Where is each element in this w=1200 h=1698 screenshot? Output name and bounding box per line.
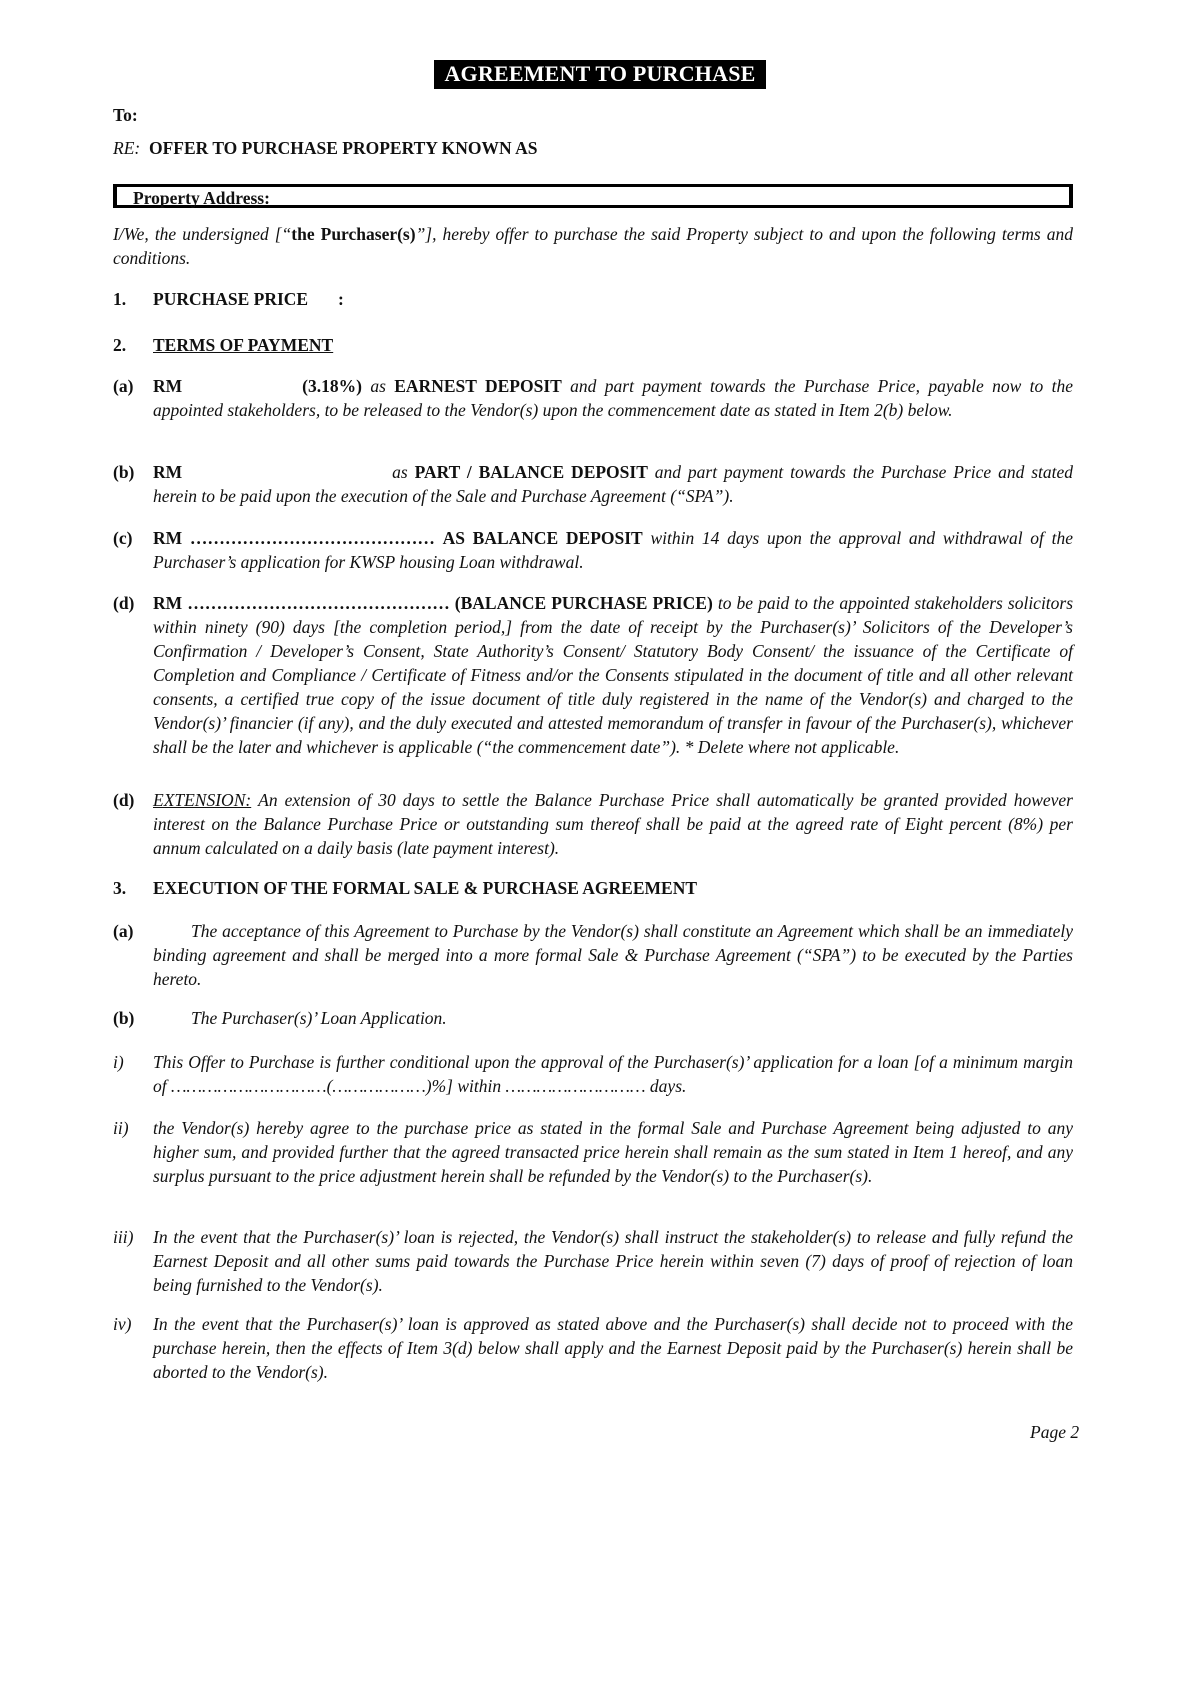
item-2b-body: and part payment towards the Purchase Price and stated herein to be paid upon the execution of the Sale and Purchase Agreement (“SPA”).	[153, 462, 1073, 506]
item-2a-as: as	[370, 376, 386, 396]
re-label: RE:	[113, 138, 141, 158]
item-2b-text	[153, 460, 1073, 508]
item-2b-marker: (b)	[113, 462, 135, 482]
item-2b-rm: RM	[153, 462, 183, 482]
item-2d-dots: ………………………………………	[187, 593, 450, 613]
item-2a-label: EARNEST DEPOSIT	[394, 376, 562, 396]
item-iii-marker: iii)	[113, 1227, 134, 1247]
section1-colon: :	[338, 289, 344, 309]
item-2c-text	[153, 526, 1073, 574]
section3-number: 3.	[113, 878, 127, 898]
item-2d-ext-label: EXTENSION:	[153, 790, 252, 810]
item-2a-percent: (3.18%)	[302, 376, 362, 396]
item-iii-text: In the event that the Purchaser(s)’ loan is rejected, the Vendor(s) shall instruct the stakeholder(s) to release and fully refund the Earnest Deposit and all other sums paid towards the Purchase Price herein within seven (7) days of proof of rejection of loan being furnished to the Vendor(s).	[153, 1227, 1073, 1295]
item-ii-marker: ii)	[113, 1118, 129, 1138]
item-i-text: This Offer to Purchase is further conditional upon the approval of the Purchaser(s)’ application for a loan [of a minimum margin of …………………………(………………)%] within ……………………… days.	[153, 1052, 1073, 1096]
item-2b-label: PART / BALANCE DEPOSIT	[414, 462, 648, 482]
section2-heading: TERMS OF PAYMENT	[153, 335, 334, 355]
intro-pre: I/We, the undersigned [“	[113, 224, 292, 244]
section3-heading: EXECUTION OF THE FORMAL SALE & PURCHASE AGREEMENT	[153, 878, 698, 898]
intro-post: ”], hereby offer to purchase the said Property subject to and upon the following terms and conditions.	[113, 224, 1074, 268]
item-2d-rm: RM	[153, 593, 183, 613]
item-2a-text	[153, 374, 1073, 422]
item-2c-dots: ……………………………………	[189, 528, 435, 548]
item-iv-text: In the event that the Purchaser(s)’ loan is approved as stated above and the Purchaser(s) shall decide not to proceed with the purchase herein, then the effects of Item 3(d) below shall apply and the Earnest Deposit paid by the Purchaser(s) herein shall be aborted to the Vendor(s).	[153, 1314, 1073, 1382]
title-container	[0, 60, 1200, 89]
item-3b-text: The Purchaser(s)’ Loan Application.	[191, 1008, 447, 1028]
item-iv-marker: iv)	[113, 1314, 132, 1334]
section2-number: 2.	[113, 335, 127, 355]
re-line	[113, 136, 537, 160]
item-2b-as: as	[392, 462, 408, 482]
property-address-label: Property Address:	[133, 188, 270, 208]
item-2d-ext-text	[153, 788, 1073, 860]
section1-heading: PURCHASE PRICE	[153, 289, 309, 309]
item-2d-ext-body: An extension of 30 days to settle the Balance Purchase Price shall automatically be granted provided however interest on the Balance Purchase Price or outstanding sum thereof shall be paid at the agreed rate of Eight percent (8%) per annum calculated on a daily basis (late payment interest).	[153, 790, 1073, 858]
item-2a-marker: (a)	[113, 376, 134, 396]
intro-paragraph	[113, 222, 1073, 270]
item-2d-ext-marker: (d)	[113, 790, 135, 810]
item-3a-marker: (a)	[113, 921, 134, 941]
item-2c-rm: RM	[153, 528, 183, 548]
item-2d-body: to be paid to the appointed stakeholders solicitors within ninety (90) days [the completion period,] from the date of receipt by the Purchaser(s)’ Solicitors of the Developer’s Confirmation / Developer’s Consent, State Authority’s Consent/ Statutory Body Consent/ the issuance of the Certificate of Completion and Compliance / Certificate of Fitness and/or the Consents stipulated in the document of title and all other relevant consents, a certified true copy of the issue document of title duly registered in the name of the Vendor(s) and charged to the Vendor(s)’ financier (if any), and the duly executed and attested memorandum of transfer in favour of the Purchaser(s), whichever shall be the later and whichever is applicable (“the commencement date”). * Delete where not applicable.	[153, 593, 1074, 757]
item-i-marker: i)	[113, 1052, 124, 1072]
item-2c-label: AS BALANCE DEPOSIT	[442, 528, 643, 548]
page-number: Page 2	[1030, 1422, 1080, 1442]
re-text: OFFER TO PURCHASE PROPERTY KNOWN AS	[148, 138, 538, 158]
item-ii-text: the Vendor(s) hereby agree to the purchase price as stated in the formal Sale and Purchase Agreement being adjusted to any higher sum, and provided further that the agreed transacted price herein shall remain as the sum stated in Item 1 hereof, and any surplus pursuant to the price adjustment herein shall be refunded by the Vendor(s) to the Purchaser(s).	[153, 1118, 1073, 1186]
item-2d-marker: (d)	[113, 593, 135, 613]
item-2c-marker: (c)	[113, 528, 133, 548]
item-3a-text: The acceptance of this Agreement to Purchase by the Vendor(s) shall constitute an Agreement which shall be an immediately binding agreement and shall be merged into a more formal Sale & Purchase Agreement (“SPA”) to be executed by the Parties hereto.	[153, 921, 1073, 989]
item-3b-marker: (b)	[113, 1008, 135, 1028]
property-address-box[interactable]	[113, 184, 1073, 208]
item-2d-text	[153, 591, 1073, 759]
section1-number: 1.	[113, 289, 127, 309]
item-2a-rm: RM	[153, 376, 183, 396]
to-label: To:	[113, 105, 138, 125]
item-2d-label: (BALANCE PURCHASE PRICE)	[454, 593, 713, 613]
item-2a-body: and part payment towards the Purchase Price, payable now to the appointed stakeholders, to be released to the Vendor(s) upon the commencement date as stated in Item 2(b) below.	[153, 376, 1073, 420]
page-title: AGREEMENT TO PURCHASE	[434, 60, 765, 89]
intro-purchaser: the Purchaser(s)	[291, 224, 416, 244]
item-2c-body: within 14 days upon the approval and withdrawal of the Purchaser’s application for KWSP housing Loan withdrawal.	[153, 528, 1073, 572]
